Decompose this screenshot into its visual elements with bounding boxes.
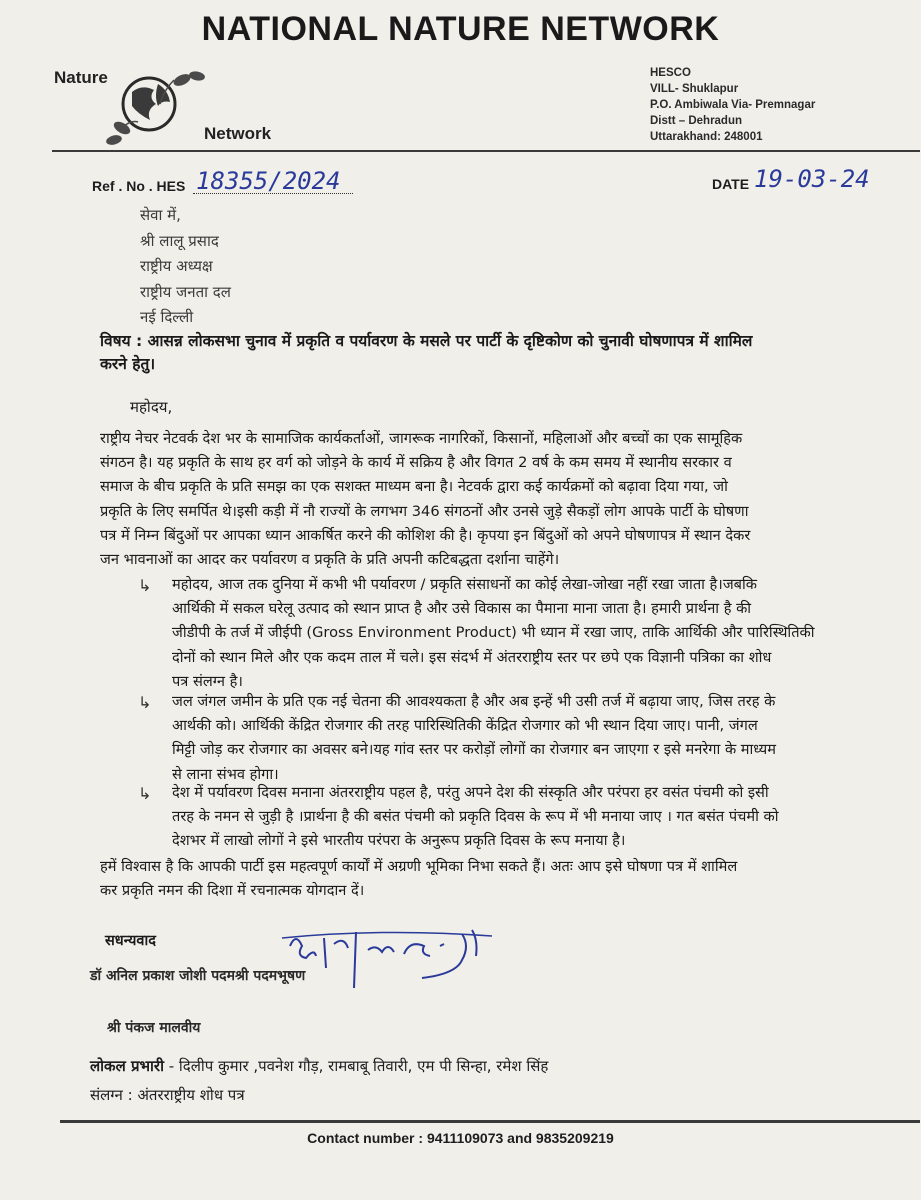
attachment [90,1085,245,1105]
local-incharge-label: लोकल प्रभारी [90,1057,164,1075]
point-line: देश में पर्यावरण दिवस मनाना अंतरराष्ट्रीय पहल है, परंतु अपने देश की संस्कृति और परंपरा हर वसंत पंचमी को इसी [172,784,769,801]
recipient-line: राष्ट्रीय जनता दल [140,282,231,301]
org-address [650,65,910,145]
attachment-value: : अंतरराष्ट्रीय शोध पत्र [122,1086,245,1104]
paragraph-line: पत्र में निम्न बिंदुओं पर आपका ध्यान आकर्षित करने की कोशिश की है। कृपया इन बिंदुओं को अपने घोषणापत्र में स्थान देकर [100,526,751,544]
point-line: तरह के नमन से जुड़ी है ।प्रार्थना है की बसंत पंचमी को प्रकृति दिवस के रूप में भी मनाया जाए । गत बसंत पंचमी को [172,808,779,826]
header-divider [52,150,920,152]
paragraph-line: प्रकृति के लिए समर्पित थे।इसी कड़ी में नौ राज्यों के लगभग 346 संगठनों और उनसे जुड़े सैकड़ों लोग आपके पार्टी के घोषणा [100,502,749,520]
address-line: Uttarakhand: 248001 [650,131,763,143]
logo-text-bottom: Network [204,124,272,143]
ref-number: 18355/2024 [196,167,341,195]
point-line: महोदय, आज तक दुनिया में कभी भी पर्यावरण / प्रकृति संसाधनों का कोई लेखा-जोखा नहीं रखा जाता है।जबकि [172,576,757,593]
recipient-line: नई दिल्ली [140,308,194,326]
nature-network-logo [54,62,284,152]
logo-text-top: Nature [54,68,108,87]
intro-paragraph [100,427,900,572]
subject [100,330,880,376]
local-incharge-names: - दिलीप कुमार ,पवनेश गौड़, रामबाबू तिवारी, एम पी सिन्हा, रमेश सिंह [163,1057,549,1075]
subject-line: विषय : आसन्न लोकसभा चुनाव में प्रकृति व पर्यावरण के मसले पर पार्टी के दृष्टिकोण को चुनावी घोषणापत्र में शामिल [100,332,753,350]
address-line: P.O. Ambiwala Via- Premnagar [650,99,816,111]
point-line: पत्र संलग्न है। [172,672,243,690]
address-line: Distt – Dehradun [650,115,743,127]
bullet-icon: ↳ [138,784,152,803]
point-line: दोनों को स्थान मिले और एक कदम ताल में चले। इस संदर्भ में अंतरराष्ट्रीय स्तर पर छपे एक विज्ञानी पत्रिका का शोध [172,648,772,666]
recipient-block [140,203,231,331]
attachment-label: संलग्न [90,1086,123,1104]
date-value: 19-03-24 [754,165,870,193]
conclusion-paragraph [100,855,900,903]
paragraph-line: संगठन है। यह प्रकृति के साथ हर वर्ग को जोड़ने के कार्य में सक्रिय है और विगत 2 वर्ष के कम समय में स्थानीय सरकार व [100,454,732,472]
paragraph-line: कर प्रकृति नमन की दिशा में रचनात्मक योगदान दें। [100,882,365,900]
point-line: जल जंगल जमीन के प्रति एक नई चेतना की आवश्यकता है और अब इन्हें भी उसी तर्ज में बढ़ाया जाए, जिस तरह के [172,693,776,710]
paragraph-line: हमें विश्वास है कि आपकी पार्टी इस महत्वपूर्ण कार्यों में अग्रणी भूमिका निभा सकते हैं। अतः आप इसे घोषणा पत्र में शामिल [100,858,738,875]
org-title: NATIONAL NATURE NETWORK [201,10,720,48]
local-incharge [90,1056,548,1076]
handwritten-signature [272,924,502,994]
ref-underline [193,193,353,195]
footer-divider [60,1120,920,1123]
point-line: आर्थिकी में सकल घरेलू उत्पाद को स्थान प्राप्त है और उसे विकास का पैमाना माना जाता है। हमारी प्रार्थना है की [172,600,752,618]
recipient-line: सेवा में, [140,206,181,224]
subject-line: करने हेतु। [100,355,156,373]
point-line: जीडीपी के तर्ज में जीईपी (Gross Environment Product) भी ध्यान में रखा जाए, ताकि आर्थिकी और पारिस्थितिकी [172,624,815,642]
paragraph-line: जन भावनाओं का आदर कर पर्यावरण व प्रकृति के प्रति अपनी कटिबद्धता दर्शाना चाहेंगे। [100,551,560,569]
bullet-icon: ↳ [138,576,152,595]
paragraph-line: राष्ट्रीय नेचर नेटवर्क देश भर के सामाजिक कार्यकर्ताओं, जागरूक नागरिकों, किसानों, महिलाओं और बच्चों का एक सामूहिक [100,430,743,447]
bullet-icon: ↳ [138,693,152,712]
point-line: देशभर में लाखो लोगों ने इसे भारतीय परंपरा के अनुरूप प्रकृति दिवस के रूप मनाया है। [172,832,626,850]
signatory-name: श्री पंकज मालवीय [107,1020,201,1036]
recipient-line: श्री लालू प्रसाद [140,231,219,250]
address-line: VILL- Shuklapur [650,83,739,95]
point-1 [172,573,892,694]
point-3 [172,781,892,854]
ref-label: Ref . No . HES [92,178,186,194]
address-line: HESCO [650,67,691,79]
point-line: मिट्टी जोड़ कर रोजगार का अवसर बने।यह गांव स्तर पर करोड़ों लोगों का रोजगार बन जाएगा र इसे मनरेगा के माध्यम [172,741,776,759]
signatory-name: डॉ अनिल प्रकाश जोशी पदमश्री पदमभूषण [90,968,306,984]
contact-numbers: Contact number : 9411109073 and 9835209219 [307,1130,614,1146]
point-line: आर्थकी को। आर्थिकी केंद्रित रोजगार की तरह पारिस्थितिकी केंद्रित रोजगार को भी स्थान दिया जाए। पानी, जंगल [172,717,758,735]
salutation: महोदय, [130,398,173,416]
point-2 [172,690,892,787]
closing-thanks: सधन्यवाद [105,933,156,949]
paragraph-line: समाज के बीच प्रकृति के प्रति समझ का एक सशक्त माध्यम बना है। नेटवर्क द्वारा कई कार्यक्रमों को बढ़ावा दिया गया, जो [100,478,728,496]
date-label: DATE [712,176,750,192]
point-line: से लाना संभव होगा। [172,765,279,783]
recipient-line: राष्ट्रीय अध्यक्ष [140,257,213,275]
